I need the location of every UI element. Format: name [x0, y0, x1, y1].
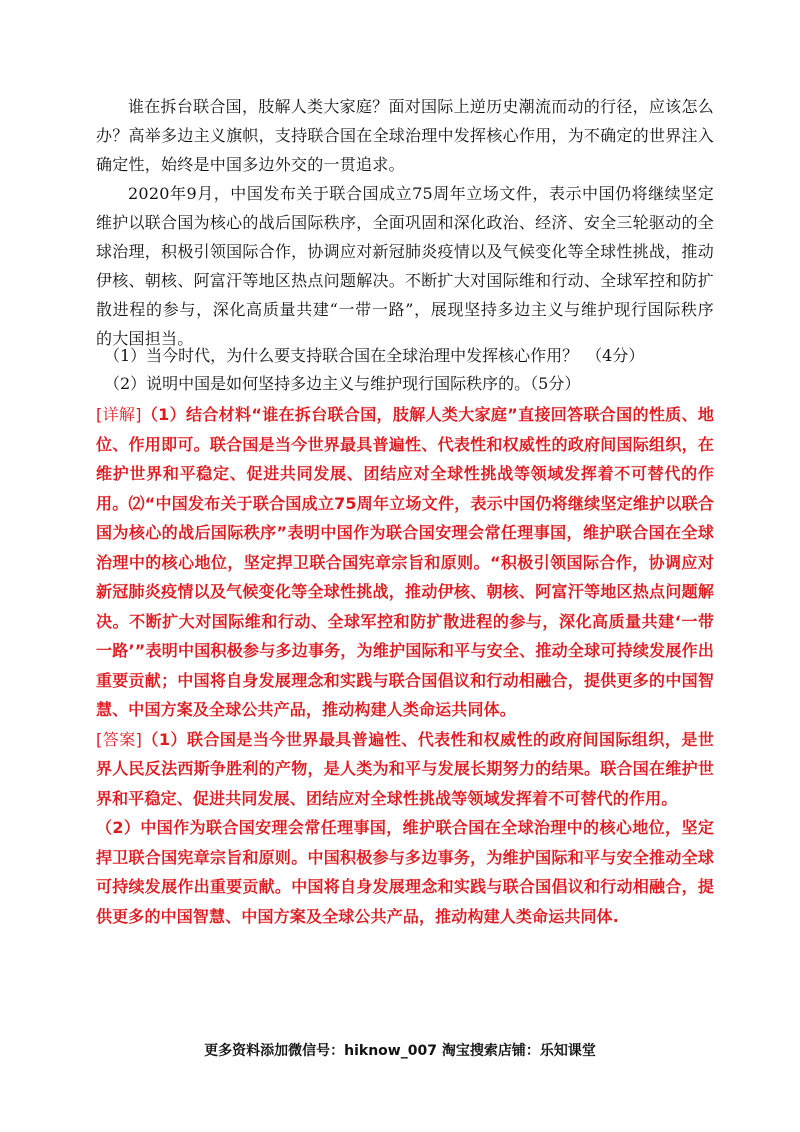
solution-section [96, 400, 714, 931]
material-paragraph-1: 谁在拆台联合国，肢解人类大家庭？面对国际上逆历史潮流而动的行径，应该怎么办？高举多边主义旗帜，支持联合国在全球治理中发挥核心作用，为不确定的世界注入确定性，始终是中国多边外交的一贯追求。 [96, 97, 714, 174]
footer-note: 更多资料添加微信号：hiknow_007 淘宝搜索店铺：乐知课堂 [204, 1043, 596, 1059]
answer-tag: [答案] [96, 729, 143, 749]
material-section [96, 92, 714, 353]
answer-part-1: （1）联合国是当今世界最具普遍性、代表性和权威性的政府间国际组织，是世界人民反法西斯争胜利的产物，是人类为和平与发展长期努力的结果。联合国在维护世界和平稳定、促进共同发展、团结应对全球性挑战等领域发挥着不可替代的作用。 [96, 729, 714, 808]
questions-section [104, 342, 714, 398]
question-1: （1）当今时代，为什么要支持联合国在全球治理中发挥核心作用？ （4分） [104, 346, 645, 365]
analysis-tag: [详解] [96, 405, 142, 424]
question-2: （2）说明中国是如何坚持多边主义与维护现行国际秩序的。（5分） [104, 374, 581, 393]
analysis-paragraph [96, 400, 714, 725]
answer-paragraph-2 [96, 813, 714, 931]
answer-paragraph-1 [96, 725, 714, 814]
material-paragraph-2: 2020年9月，中国发布关于联合国成立75周年立场文件，表示中国仍将继续坚定维护以联合国为核心的战后国际秩序，全面巩固和深化政治、经济、安全三轮驱动的全球治理，积极引领国际合作，协调应对新冠肺炎疫情以及气候变化等全球性挑战，推动伊核、朝核、阿富汗等地区热点问题解决。不断扩大对国际维和行动、全球军控和防扩散进程的参与，深化高质量共建“一带一路”，展现坚持多边主义与维护现行国际秩序的大国担当。 [96, 184, 714, 348]
analysis-text: （1）结合材料“谁在拆台联合国，肢解人类大家庭”直接回答联合国的性质、地位、作用即可。联合国是当今世界最具普遍性、代表性和权威性的政府间国际组织，在维护世界和平稳定、促进共同发展、团结应对全球性挑战等领域发挥着不可替代的作用。⑵“中国发布关于联合国成立75周年立场文件，表示中国仍将继续坚定维护以联合国为核心的战后国际秩序”表明中国作为联合国安理会常任理事国，维护联合国在全球治理中的核心地位，坚定捍卫联合国宪章宗旨和原则。“积极引领国际合作，协调应对新冠肺炎疫情以及气候变化等全球性挑战，推动伊核、朝核、阿富汗等地区热点问题解决。不断扩大对国际维和行动、全球军控和防扩散进程的参与，深化高质量共建‘一带一路’”表明中国积极参与多边事务，为维护国际和平与安全、推动全球可持续发展作出重要贡献；中国将自身发展理念和实践与联合国倡议和行动相融合，提供更多的中国智慧、中国方案及全球公共产品，推动构建人类命运共同体。 [96, 405, 714, 719]
answer-part-2: （2）中国作为联合国安理会常任理事国，维护联合国在全球治理中的核心地位，坚定捍卫联合国宪章宗旨和原则。中国积极参与多边事务，为维护国际和平与安全推动全球可持续发展作出重要贡献。中国将自身发展理念和实践与联合国倡议和行动相融合，提供更多的中国智慧、中国方案及全球公共产品，推动构建人类命运共同体. [96, 818, 714, 926]
